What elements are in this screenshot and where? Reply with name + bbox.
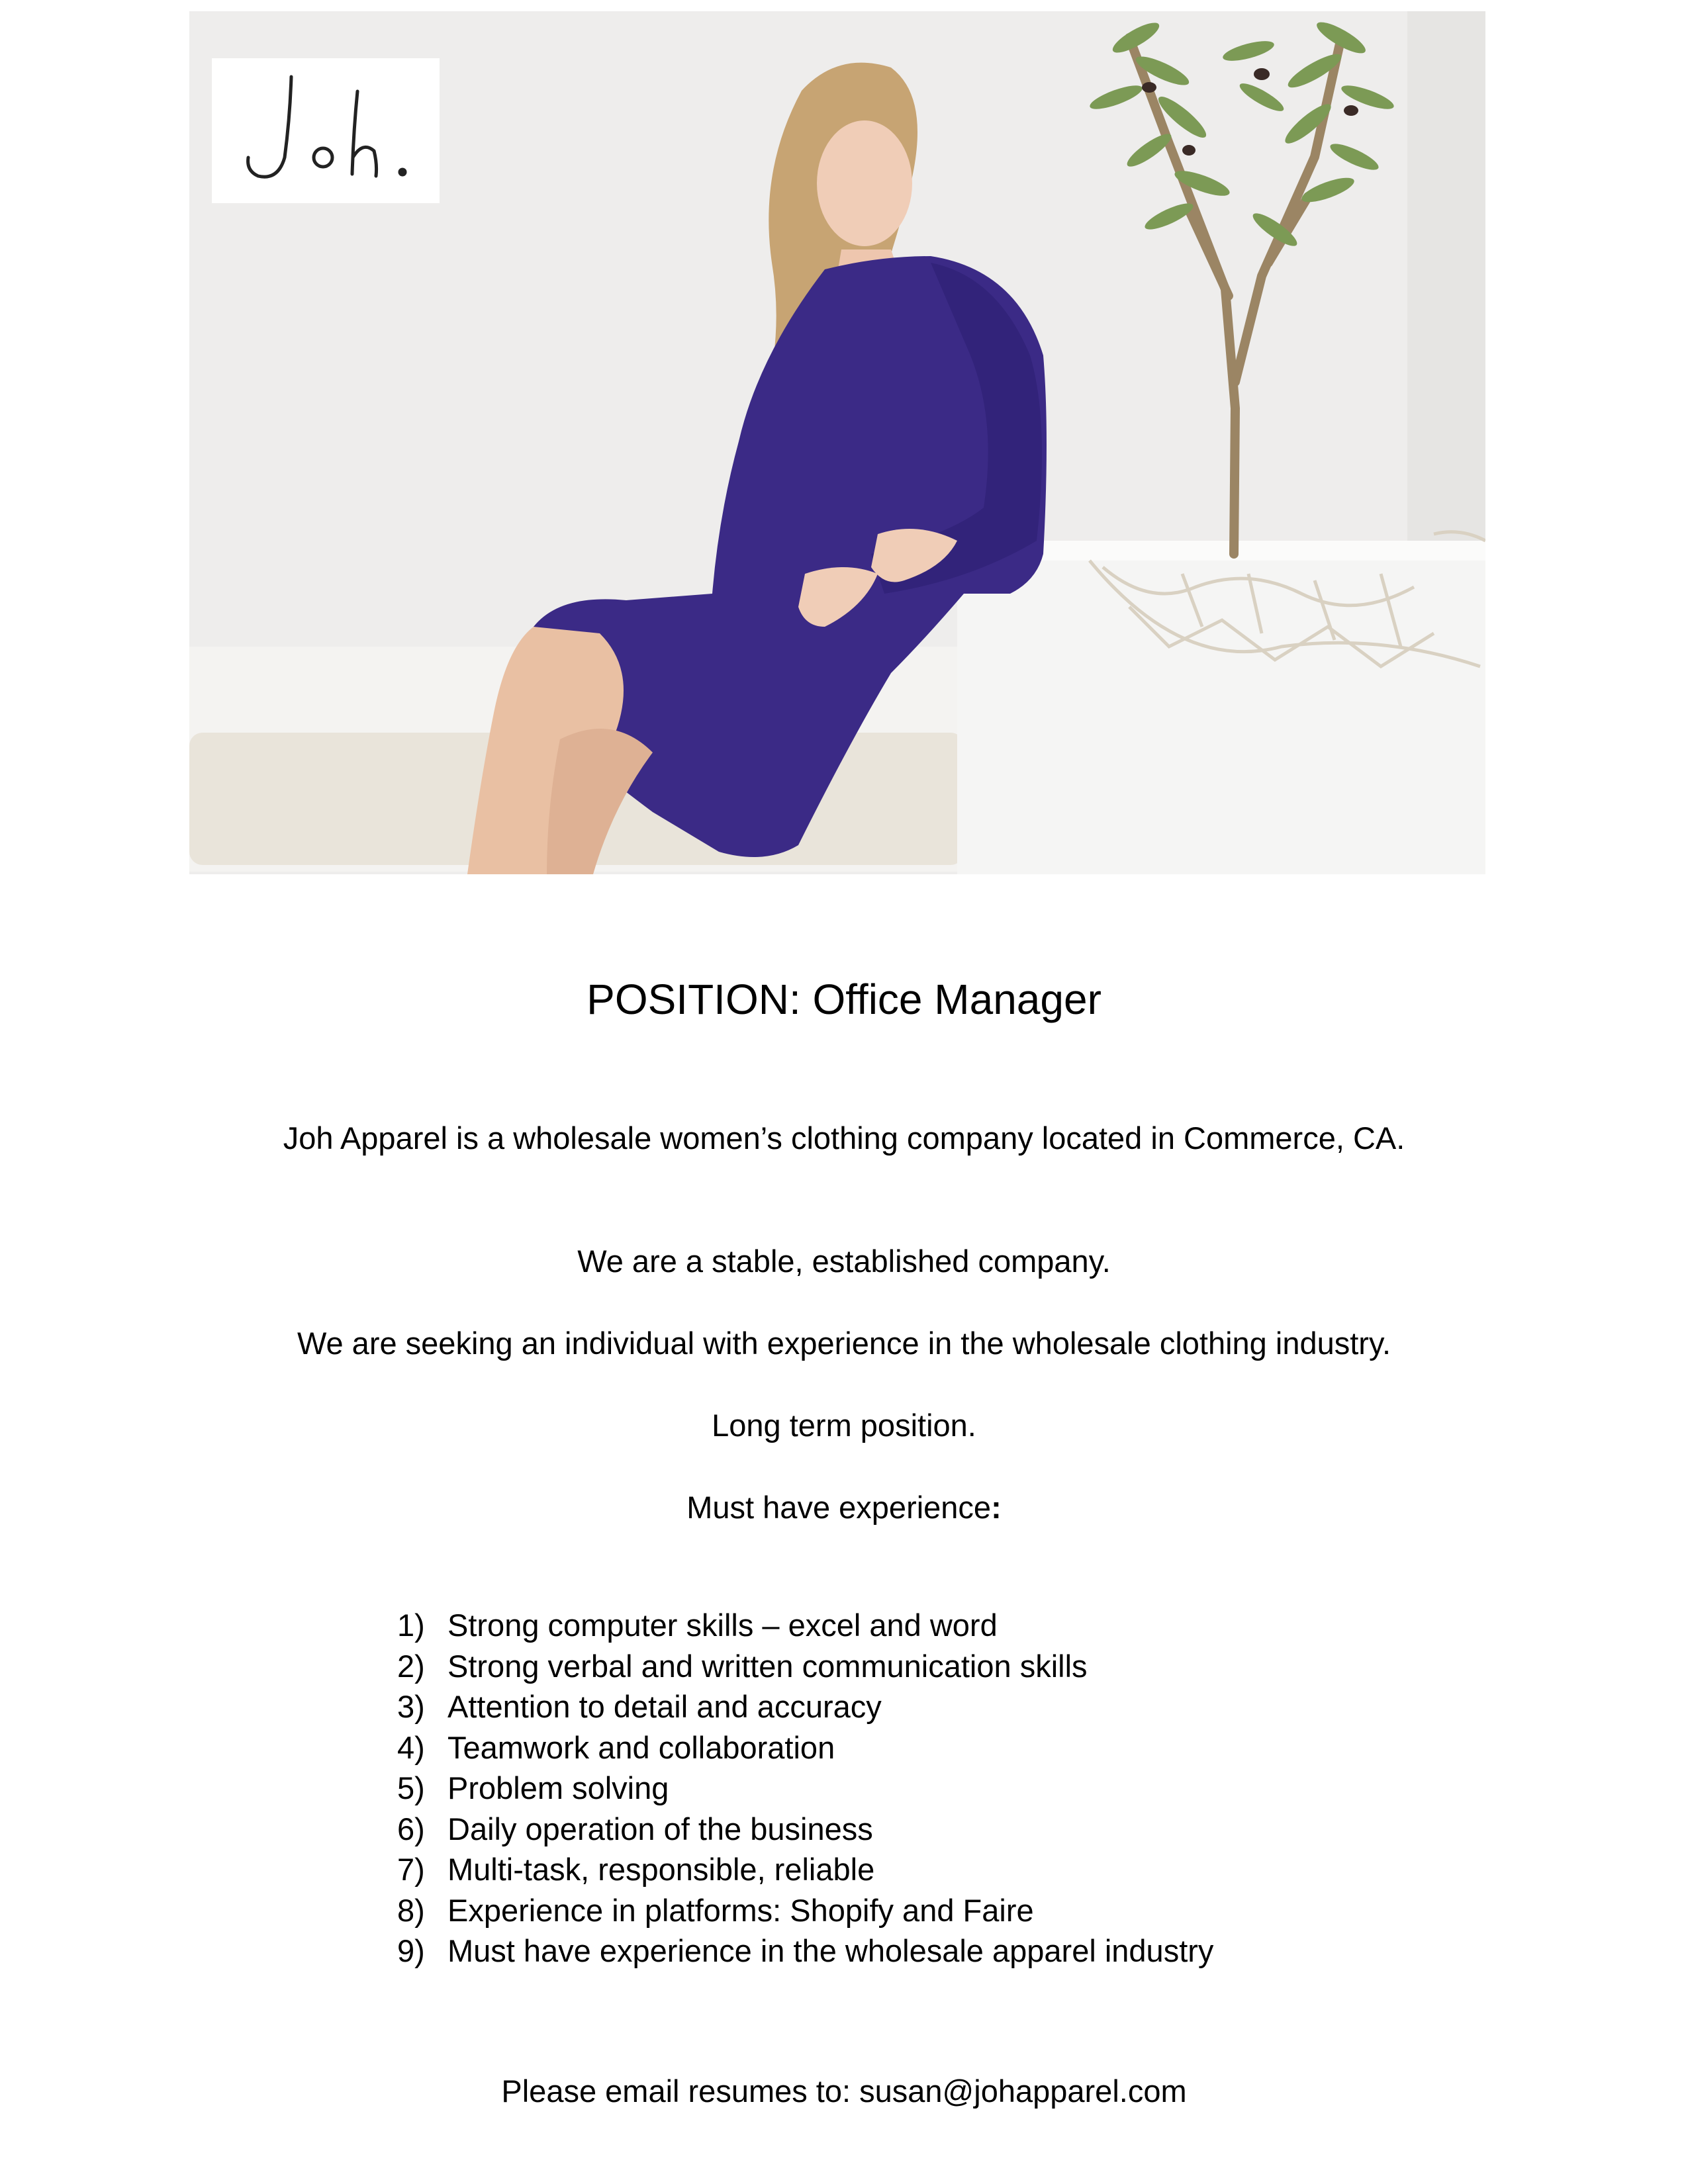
must-have-label: Must have experience [686,1490,992,1525]
list-item [397,1686,1213,1727]
hero-photo [189,11,1485,874]
list-text: Attention to detail and accuracy [447,1689,882,1724]
list-text: Strong verbal and written communication skills [447,1648,1088,1684]
list-text: Multi-task, responsible, reliable [447,1852,875,1887]
face [817,120,912,246]
list-number: 1) [397,1608,425,1643]
list-item [397,1890,1213,1931]
list-item [397,1605,1213,1646]
list-number: 4) [397,1729,425,1765]
requirements-list [397,1605,1213,1972]
list-number: 8) [397,1892,425,1928]
logo-signature [212,58,440,203]
list-item [397,1727,1213,1768]
list-number: 3) [397,1689,425,1724]
list-text: Experience in platforms: Shopify and Faire [447,1892,1034,1928]
must-have-colon: : [991,1490,1002,1525]
list-text: Must have experience in the wholesale apparel industry [447,1933,1214,1968]
list-item [397,1849,1213,1890]
list-item [397,1646,1213,1687]
list-text: Teamwork and collaboration [447,1729,835,1765]
list-item [397,1931,1213,1972]
list-text: Strong computer skills – excel and word [447,1608,998,1643]
list-item [397,1768,1213,1809]
brand-logo [212,58,440,203]
must-have-heading [0,1488,1688,1527]
list-number: 7) [397,1852,425,1887]
page-title: POSITION: Office Manager [586,976,1102,1023]
list-number: 2) [397,1648,425,1684]
list-number: 6) [397,1811,425,1846]
stable-text: We are a stable, established company. [577,1244,1111,1279]
list-text: Daily operation of the business [447,1811,873,1846]
list-item [397,1809,1213,1850]
seeking-text: We are seeking an individual with experience in the wholesale clothing industry. [297,1326,1391,1361]
intro-text: Joh Apparel is a wholesale women’s clothing company located in Commerce, CA. [283,1120,1405,1156]
list-number: 5) [397,1770,425,1805]
contact-email-text: Please email resumes to: susan@johapparel.com [501,2073,1187,2109]
list-text: Problem solving [447,1770,669,1805]
term-text: Long term position. [712,1408,976,1443]
list-number: 9) [397,1933,425,1968]
